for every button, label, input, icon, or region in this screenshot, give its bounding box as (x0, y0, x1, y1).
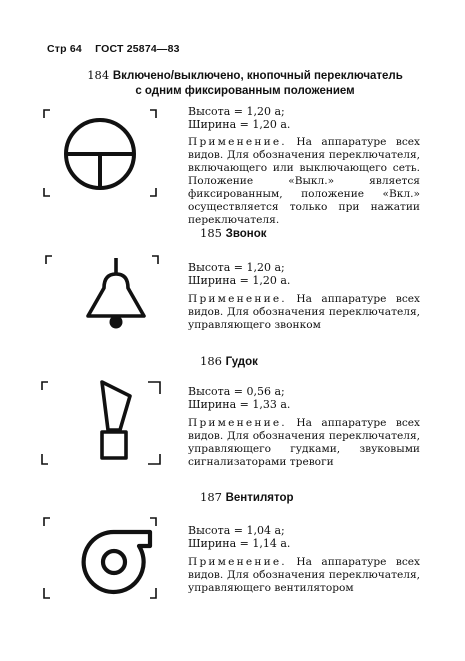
height-value: Высота = 0,56 а; (188, 385, 285, 398)
section-number: 185 (200, 226, 222, 240)
section-title: Гудок (225, 356, 258, 368)
height-value: Высота = 1,04 а; (188, 524, 285, 537)
usage-lead: Применение. (188, 556, 287, 568)
section-184-title (60, 68, 430, 99)
height-value: Высота = 1,20 а; (188, 105, 285, 118)
section-number: 186 (200, 354, 222, 368)
section-186-title (200, 354, 258, 368)
usage-text: На аппаратуре всех видов. Для обозначения переключателя, управляющего звонком (188, 293, 420, 331)
width-value: Ширина = 1,20 а. (188, 274, 291, 287)
width-value: Ширина = 1,14 а. (188, 537, 291, 550)
section-184-dimensions (188, 105, 290, 131)
section-187-dimensions (188, 524, 290, 550)
page-header (47, 43, 190, 55)
section-185-dimensions (188, 261, 290, 287)
section-title-line1: Включено/выключено, кнопочный переключатель (112, 70, 403, 82)
section-187-usage (188, 556, 420, 595)
horn-symbol-icon (36, 376, 166, 472)
usage-lead: Применение. (188, 293, 287, 305)
section-title: Вентилятор (225, 492, 294, 504)
bell-symbol-icon (40, 250, 170, 340)
section-title: Звонок (225, 228, 267, 240)
fan-symbol-icon (38, 512, 164, 606)
standard-id: ГОСТ 25874—83 (95, 43, 180, 55)
height-value: Высота = 1,20 а; (188, 261, 285, 274)
page-number: Стр 64 (47, 43, 82, 55)
section-185-title (200, 226, 266, 240)
width-value: Ширина = 1,33 а. (188, 398, 291, 411)
section-title-line2: с одним фиксированным положением (135, 85, 355, 97)
width-value: Ширина = 1,20 а. (188, 118, 291, 131)
usage-text: На аппаратуре всех видов. Для обозначения переключателя, управляющего вентилятором (188, 556, 420, 594)
usage-lead: Применение. (188, 417, 287, 429)
usage-lead: Применение. (188, 136, 287, 148)
section-number: 187 (200, 490, 222, 504)
usage-text: На аппаратуре всех видов. Для обозначения переключателя, управляющего гудками, звуковыми сигнализаторами тревоги (188, 417, 420, 468)
section-187-title (200, 490, 294, 504)
section-184-usage (188, 136, 420, 227)
section-number: 184 (87, 68, 110, 82)
section-186-dimensions (188, 385, 290, 411)
usage-text: На аппаратуре всех видов. Для обозначения переключателя, включающего или выключающего сеть. Положение «Выкл.» является фиксированным, положение «Вкл.» осуществляется только при нажатии переключателя. (188, 136, 420, 226)
power-switch-symbol-icon (38, 104, 164, 204)
section-185-usage (188, 293, 420, 332)
section-186-usage (188, 417, 420, 469)
